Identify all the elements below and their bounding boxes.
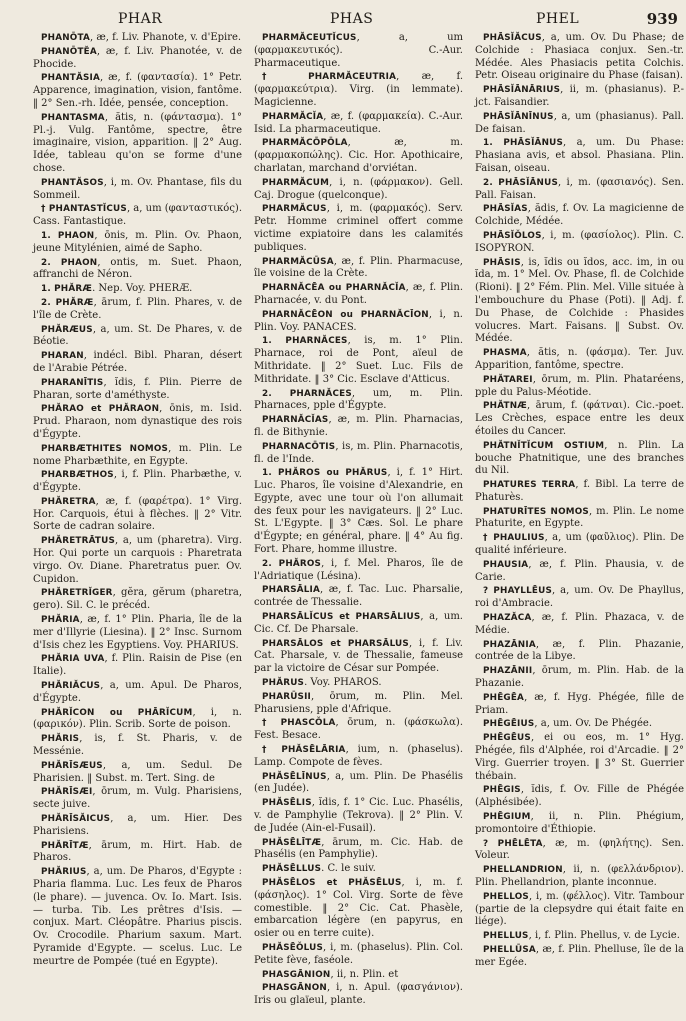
dictionary-entry [254, 611, 463, 637]
entry-definition: , i, n. (φάρμακον). Gell. Caj. Drogue (quelconque). [254, 176, 463, 201]
entry-definition: , æ, f. (φαντασία). 1° Petr. Apparence, imagination, vision, fantôme. ‖ 2° Sen.-rh. Idée, pensée, conception. [33, 72, 242, 109]
entry-definition: , æ, f. (φαρμακεύτρια). Virg. (in lemmate). Magicienne. [254, 71, 463, 108]
entry-headword: 1. PHĂRÆ [41, 284, 93, 295]
entry-definition: , æ, f. Liv. Phanotée, v. de Phocide. [33, 45, 242, 70]
entry-headword: 1. PHAON [41, 230, 95, 241]
entry-definition: , æ, f. Liv. Phanote, v. d'Epire. [89, 32, 242, 43]
dictionary-entry [475, 732, 684, 783]
dictionary-entry [254, 942, 463, 968]
dictionary-entry [254, 467, 463, 557]
entry-headword: PHĂRĪSĂICUS [41, 814, 111, 825]
entry-headword: PHĀSĬĂCUS [483, 33, 542, 43]
entry-headword: PHANŌTA [41, 33, 90, 43]
entry-headword: PHARSĀLIA [262, 585, 321, 596]
entry-definition: , i, n. (φαρικόν). Plin. Scrib. Sorte de poison. [33, 706, 242, 731]
entry-definition: . C. le suiv. [321, 863, 376, 875]
entry-headword: PHĂSĒLIS [262, 798, 312, 809]
entry-headword: PHELLANDRION [483, 865, 563, 876]
entry-definition: , a, um (phasianus). Pall. De faisan. [475, 110, 684, 135]
dictionary-entry [33, 469, 242, 495]
dictionary-entry [475, 257, 684, 347]
entry-headword: PHARAN [41, 351, 84, 362]
dictionary-entry [33, 733, 242, 759]
entry-definition: , i, m. (φαρμακός). Serv. Petr. Homme criminel offert comme victime expiatoire dans les calamités publiques. [254, 203, 463, 253]
column-3 [475, 32, 684, 971]
entry-definition: , æ, f. Plin. Pharnacée, v. du Pont. [254, 282, 464, 306]
dictionary-entry [475, 811, 684, 837]
entry-headword: PHĂRUS [262, 678, 305, 689]
entry-headword: PHĒGIUM [483, 812, 531, 823]
entry-headword: PHĂTNÆ [483, 401, 528, 412]
entry-definition: , a, um. Ov. De Phayllus, roi d'Ambracie. [475, 585, 684, 610]
entry-definition: , a, um. Hier. Des Pharisiens. [33, 813, 242, 837]
dictionary-entry [33, 760, 242, 786]
entry-headword: PHELLŪSA [483, 944, 536, 955]
dictionary-entry [33, 46, 242, 72]
entry-definition: , f. Bibl. La terre de Phaturès. [475, 479, 684, 503]
entry-definition: , ii, n. Plin. Phégium, promontoire d'Éthiopie. [475, 811, 684, 835]
entry-headword: PHARANĪTIS [41, 377, 104, 388]
dictionary-entry [254, 71, 463, 109]
entry-headword: PHELLOS [483, 891, 529, 902]
entry-headword: PHĀSĬŎLOS [483, 230, 542, 241]
entry-headword: PHĂRETRĀTUS [41, 536, 115, 547]
entry-definition: , i, f. Plin. Pharbæthe, v. d'Égypte. [33, 469, 242, 494]
entry-definition: , i, m. (φασίολος). Plin. C. ISOPYRON. [475, 229, 684, 254]
entry-definition: , ōrum, m. Plin. Phataréens, pple du Palus-Méotide. [475, 373, 684, 398]
entry-definition: , i, m. f. (φάσηλος). 1° Col. Virg. Sorte de fève comestible. ‖ 2° Cic. Cat. Phasèle, embarcation légère (en papyrus, en osier ou en terre cuite). [254, 877, 463, 940]
entry-headword: PHARMĂCUS [262, 204, 327, 215]
entry-definition: , a, um (pharetra). Virg. Hor. Qui porte un carquois : Pharetrata virgo. Ov. Diane. Pharetratus puer. Ov. Cupidon. [33, 535, 242, 585]
dictionary-entry [254, 837, 463, 863]
dictionary-entry [254, 797, 463, 835]
entry-definition: , um, m. Plin. Pharnaces, pple d'Égypte. [254, 387, 463, 412]
entry-definition: , a, um. Plin. De Phasélis (en Judée). [254, 770, 463, 795]
entry-headword: 1. PHĀSĬĀNUS [483, 138, 564, 149]
entry-definition: , ii, n. Plin. et [330, 968, 399, 980]
entry-headword: 2. PHĀSĬĀNUS [483, 177, 558, 188]
entry-definition: . Voy. PHAROS. [304, 677, 382, 689]
entry-headword: PHAZĀNIA [483, 639, 536, 650]
entry-definition: , is, ĭdis ou ĭdos, acc. im, in ou ĭda, m. 1° Mel. Ov. Phase, fl. de Colchide (Rioni). ‖ 2° Fém. Plin. Mel. Ville située à l'embouchure du Phase (Poti). ‖ Adj. f. Du Phase, de Colchide : Phasides volucres. Mart. Faisans. ‖ Subst. Ov. Médée. [475, 256, 684, 345]
dictionary-entry [254, 677, 463, 690]
entry-definition: , indécl. Bibl. Pharan, désert de l'Arabie Pétrée. [33, 350, 242, 374]
entry-definition: , ōrum, m. Plin. Hab. de la Phazanie. [475, 665, 684, 690]
dictionary-entry [33, 866, 242, 968]
entry-headword: PHĒGIS [483, 785, 521, 796]
dictionary-entry [254, 388, 463, 414]
entry-definition: , i, m. (φασιανός). Sen. Pall. Faisan. [475, 176, 684, 201]
dictionary-entry [33, 257, 242, 283]
entry-headword: PHARNĂCĒA ou PHARNĂCĬA [262, 283, 406, 294]
entry-definition: , æ, f. Plin. Pharmacuse, île voisine de la Crète. [254, 255, 463, 280]
entry-headword: ? PHAYLLĒUS [483, 586, 553, 597]
entry-headword: PHĂRĬCON ou PHĀRĬCUM [41, 707, 193, 718]
dictionary-entry [254, 969, 463, 982]
entry-headword: PHĂRÆUS [41, 324, 93, 335]
entry-headword: PHANTASMA [41, 112, 105, 123]
entry-headword: PHELLUS [483, 931, 529, 942]
entry-definition: , ārum, m. Hirt. Hab. de Pharos. [33, 839, 242, 864]
entry-definition: , i, m. (phaselus). Plin. Col. Petite fève, faséole. [254, 941, 463, 966]
entry-headword: PHATURES TERRA [483, 480, 576, 491]
entry-headword: 2. PHARNĂCES [262, 388, 352, 399]
dictionary-entry [33, 614, 242, 652]
dictionary-entry [33, 813, 242, 839]
dictionary-entry [33, 177, 242, 203]
entry-definition: , æ, f. Hyg. Phégée, fille de Priam. [475, 691, 684, 716]
entry-headword: 2. PHAON [41, 257, 98, 268]
entry-definition: , a, um. St. De Phares, v. de Béotie. [33, 323, 242, 348]
dictionary-entry [254, 137, 463, 175]
dictionary-entry [254, 558, 463, 584]
dictionary-entry [254, 177, 463, 203]
dictionary-entry [254, 256, 463, 282]
entry-definition: , ei ou eos, m. 1° Hyg. Phégée, fils d'Alphée, roi d'Arcadie. ‖ 2° Virg. Guerrier troyen. ‖ 3° St. Guerrier thébain. [475, 732, 684, 782]
dictionary-entry [33, 72, 242, 110]
entry-definition: , i, f. Plin. Phellus, v. de Lycie. [528, 930, 680, 942]
entry-headword: PHARMĂCEUTĬCUS [262, 33, 357, 43]
entry-headword: PHANTĂSIA [41, 73, 101, 84]
column-1 [33, 32, 242, 970]
entry-headword: PHĒGĒUS [483, 733, 531, 744]
dictionary-entry [475, 203, 684, 229]
entry-definition: , i, m. (φέλλος). Vitr. Tambour (partie de la clepsydre qui était faite en liége). [475, 890, 684, 928]
dictionary-entry [254, 282, 463, 308]
entry-headword: PHARMĂCŪSA [262, 256, 334, 267]
entry-headword: PHANTĂSOS [41, 177, 104, 188]
entry-headword: PHĂRĪSÆI [41, 787, 93, 798]
entry-definition: , ōnis, m. Plin. Ov. Phaon, jeune Mitylénien, aimé de Sapho. [33, 229, 242, 254]
entry-definition: , ōnis, m. Isid. Prud. Pharaon, nom dynastique des rois d'Égypte. [33, 403, 242, 440]
entry-definition: , a, um. Ov. De Phégée. [534, 718, 652, 730]
entry-headword: PHARŪSII [262, 691, 312, 702]
page-number: 939 [646, 10, 678, 28]
entry-headword: ? PHĒLĒTA [483, 838, 543, 849]
entry-definition: , ōrum, m. Plin. Mel. Pharusiens, pple d'Afrique. [254, 690, 463, 715]
entry-definition: , ĭdis, f. Ov. Fille de Phégée (Alphésibée). [475, 784, 684, 809]
dictionary-entry [475, 784, 684, 810]
dictionary-entry [33, 707, 242, 733]
entry-definition: , i, n. Apul. (φασγάνιον). Iris ou glaïeul, plante. [254, 982, 463, 1007]
entry-definition: , i, f. Mel. Pharos, île de l'Adriatique (Lésina). [254, 557, 464, 582]
dictionary-entry [475, 838, 684, 864]
entry-definition: , n. Plin. La bouche Phatnitique, une des branches du Nil. [475, 439, 684, 477]
dictionary-entry [33, 786, 242, 812]
entry-definition: , a, um. Du Phase: Phasiana avis, et absol. Phasiana. Plin. Faisan, oiseau. [475, 137, 684, 174]
entry-definition: , ārum, f. (φάτναι). Cic.-poet. Les Crèches, espace entre les deux étoiles du Cancer. [475, 400, 684, 437]
entry-definition: , ătis, n. (φάντασμα). 1° Pl.-j. Vulg. Fantôme, spectre, être imaginaire, vision, apparition. ‖ 2° Aug. Idée, tableau qu'on se forme d'une chose. [33, 111, 242, 174]
dictionary-entry [254, 744, 463, 770]
entry-headword: PHAZĀNII [483, 666, 533, 677]
entry-definition: , ĭdis, f. 1° Cic. Luc. Phasélis, v. de Pamphylie (Tekrova). ‖ 2° Plin. V. de Judée (Ain-el-Fusail). [254, 797, 463, 834]
dictionary-entry [475, 559, 684, 585]
dictionary-entry [254, 863, 463, 876]
entry-headword: PHAZĂCA [483, 613, 532, 624]
entry-definition: , æ, f. (φαρέτρα). 1° Virg. Hor. Carquois, étui à flèches. ‖ 2° Vitr. Sorte de cadran solaire. [33, 495, 242, 533]
dictionary-entry [33, 443, 242, 469]
entry-headword: PHANŌTĔA [41, 46, 97, 57]
dictionary-entry [254, 584, 463, 610]
entry-headword: PHARNACŌTIS [262, 441, 336, 452]
dictionary-entry [475, 347, 684, 373]
entry-definition: , ĭdis, f. Plin. Pierre de Pharan, sorte d'améthyste. [33, 376, 242, 401]
running-head-center: PHAS [330, 11, 374, 27]
dictionary-entry [254, 32, 463, 70]
dictionary-entry [475, 506, 684, 532]
dictionary-entry [33, 496, 242, 534]
dictionary-entry [33, 32, 242, 45]
entry-headword: PHĂSĒŎLUS [262, 942, 324, 953]
dictionary-entry [475, 585, 684, 611]
dictionary-entry [33, 587, 242, 613]
entry-definition: , ārum, f. Plin. Phares, v. de l'île de Crète. [33, 296, 242, 321]
dictionary-entry [475, 177, 684, 203]
entry-definition: , æ, f. Plin. Phausia, v. de Carie. [475, 558, 684, 583]
dictionary-entry [475, 479, 684, 505]
entry-headword: 1. PHĂROS ou PHĂRUS [262, 468, 388, 479]
entry-headword: PHARMĂCUM [262, 177, 330, 188]
entry-definition: , æ, f. Tac. Luc. Pharsalie, contrée de Thessalie. [254, 584, 463, 609]
entry-definition: , a, um. Ov. Du Phase; de Colchide : Phasiaca conjux. Sen.-tr. Médée. Ales Phasiacis petita Colchis. Petr. Oiseau originaire du Phase (faisan). [475, 32, 684, 82]
entry-headword: † PHARMĂCEUTRIA [262, 72, 397, 83]
dictionary-entry [254, 203, 463, 254]
entry-headword: PHĂTNĬTĬCUM OSTIUM [483, 440, 605, 451]
dictionary-entry [475, 137, 684, 175]
column-2 [254, 32, 463, 1009]
dictionary-entry [33, 653, 242, 679]
entry-headword: PHĂSĒLĪTÆ [262, 837, 322, 848]
dictionary-entry [254, 335, 463, 386]
entry-definition: . Nep. Voy. PHERÆ. [92, 283, 193, 295]
entry-definition: , æ, f. Plin. Phelluse, île de la mer Egée. [475, 943, 684, 968]
entry-headword: PHĂRĪSÆUS [41, 760, 103, 771]
dictionary-entry [475, 230, 684, 256]
entry-headword: PHARSĀLOS et PHARSĀLUS [262, 638, 409, 649]
dictionary-entry [254, 309, 463, 335]
entry-definition: , i, f. Liv. Cat. Pharsale, v. de Thessalie, fameuse par la victoire de César sur Pompée. [254, 637, 463, 675]
dictionary-entry [33, 535, 242, 586]
entry-headword: 2. PHĂROS [262, 558, 322, 569]
entry-definition: , ii, m. (phasianus). P.-jct. Faisandier. [475, 84, 684, 108]
entry-headword: PHĂRIĂCUS [41, 681, 101, 692]
dictionary-entry [475, 639, 684, 665]
entry-definition: , is, m. 1° Plin. Pharnace, roi de Pont, aïeul de Mithridate. ‖ 2° Suet. Luc. Fils de Mithridate. ‖ 3° Cic. Esclave d'Atticus. [254, 335, 464, 385]
dictionary-entry [254, 982, 463, 1008]
entry-definition: , ătis, n. (φάσμα). Ter. Juv. Apparition, fantôme, spectre. [475, 347, 684, 371]
dictionary-entry [254, 771, 463, 797]
dictionary-entry [33, 297, 242, 323]
entry-headword: 2. PHĂRÆ [41, 297, 94, 308]
dictionary-entry [475, 84, 684, 110]
entry-headword: † PHANTASTĬCUS [41, 204, 127, 215]
dictionary-entry [475, 374, 684, 400]
entry-headword: PHARBÆTHITES NOMOS [41, 443, 169, 454]
dictionary-entry [33, 230, 242, 256]
entry-definition: , æ, f. Plin. Phazaca, v. de Médie. [475, 612, 684, 636]
entry-headword: PHĒGĒIUS [483, 719, 535, 730]
entry-headword: PHĂRIA UVA [41, 654, 105, 665]
entry-headword: PHĂRIS [41, 734, 80, 745]
entry-headword: PHĂRIA [41, 615, 80, 626]
dictionary-entry [475, 692, 684, 718]
entry-definition: , m. Plin. Le nome Pharbæthite, en Egypte. [33, 442, 242, 467]
entry-headword: † PHĂSĒLĀRIA [262, 745, 346, 756]
entry-definition: , ii, n. (φελλάνδριον). Plin. Phellandrion, plante inconnue. [475, 864, 684, 888]
dictionary-entry [254, 691, 463, 717]
dictionary-entry [475, 400, 684, 438]
running-head-left: PHAR [118, 11, 163, 27]
dictionary-entry [254, 877, 463, 941]
dictionary-entry [475, 612, 684, 638]
dictionary-entry [475, 718, 684, 731]
entry-headword: PHĂRETRĬGER [41, 588, 113, 599]
dictionary-entry [475, 440, 684, 478]
dictionary-entry [33, 377, 242, 403]
dictionary-entry [475, 665, 684, 691]
entry-headword: PHARMĂCĬA [262, 111, 324, 122]
dictionary-entry [33, 403, 242, 441]
entry-headword: 1. PHARNĂCES [262, 336, 348, 347]
entry-definition: , ădis, f. Ov. La magicienne de Colchide, Médée. [475, 203, 684, 228]
entry-headword: PHASMA [483, 348, 527, 359]
entry-headword: PHARNĂCĬAS [262, 415, 329, 426]
entry-definition: , æ, m. (φηλήτης). Sen. Voleur. [475, 837, 685, 862]
entry-definition: , æ, m. Plin. Pharnacias, fl. de Bithynie. [254, 414, 463, 438]
dictionary-entry [33, 203, 242, 229]
dictionary-entry [475, 32, 684, 83]
entry-definition: , ārum, m. Cic. Hab. de Phasélis (en Pamphylie). [254, 836, 463, 861]
entry-definition: , a, um. Apul. De Pharos, d'Égypte. [33, 680, 242, 704]
dictionary-entry [475, 532, 684, 558]
entry-definition: , a, um. Cic. Cf. De Pharsale. [254, 611, 463, 635]
dictionary-entry [254, 638, 463, 676]
entry-definition: , gĕra, gĕrum (pharetra, gero). Sil. C. le précéd. [33, 587, 242, 612]
entry-headword: PHĂTAREI [483, 374, 533, 385]
entry-definition: , a, um (φαῦλιος). Plin. De qualité inférieure. [475, 532, 685, 557]
entry-headword: PHĀSĬĀNĀRIUS [483, 85, 561, 96]
entry-headword: PHĂRETRA [41, 496, 96, 507]
entry-headword: PHASGĀNION [262, 969, 331, 980]
entry-headword: PHĀSĬAS [483, 204, 528, 215]
entry-definition: , æ, f. (φαρμακεία). C.-Aur. Isid. La pharmaceutique. [254, 110, 463, 135]
entry-headword: PHARNĂCĒON ou PHARNĂCĪON [262, 309, 429, 320]
dictionary-entry [475, 944, 684, 970]
dictionary-entry [254, 111, 463, 137]
dictionary-entry [475, 864, 684, 890]
entry-definition: , ōrum, n. (φάσκωλα). Fest. Besace. [254, 717, 464, 742]
entry-headword: PHĂRAO et PHĂRAON [41, 404, 160, 415]
dictionary-entry [254, 414, 463, 440]
entry-headword: PHARSĀLĬCUS et PHARSĀLIUS [262, 612, 421, 623]
running-head-right: PHEL [536, 11, 580, 27]
dictionary-entry [475, 930, 684, 943]
entry-definition: , a, um. Sedul. De Pharisien. ‖ Subst. m. Tert. Sing. de [33, 759, 242, 784]
entry-headword: † PHASCŎLA [262, 718, 336, 729]
entry-definition: , i, m. Ov. Phantase, fils du Sommeil. [33, 176, 242, 201]
entry-headword: PHĂSĒLOS et PHĂSĒLUS [262, 878, 402, 888]
entry-headword: PHĀSĬĀNĪNUS [483, 111, 554, 122]
entry-definition: , a, um (φανταστικός). Cass. Fantastique. [33, 203, 242, 228]
entry-definition: , is, f. St. Pharis, v. de Messénie. [33, 733, 242, 758]
entry-headword: PHARBÆTHOS [41, 470, 114, 481]
entry-headword: PHĂRIUS [41, 867, 87, 878]
entry-definition: , i, n. Plin. Voy. PANACES. [254, 308, 463, 333]
entry-headword: PHASGĀNON [262, 983, 327, 994]
entry-headword: PHATURĪTES NOMOS [483, 506, 589, 517]
dictionary-entry [475, 891, 684, 929]
dictionary-entry [33, 283, 242, 296]
entry-definition: , æ, f. 1° Plin. Pharia, île de la mer d'Illyrie (Liesina). ‖ 2° Insc. Surnom d'Isis chez les Egyptiens. Voy. PHARIUS. [33, 614, 242, 651]
dictionary-entry [33, 680, 242, 706]
entry-definition: , f. Plin. Raisin de Pise (en Italie). [33, 653, 243, 678]
entry-headword: PHĀSIS [483, 257, 521, 268]
entry-headword: PHĂSĒLĪNUS [262, 771, 327, 782]
entry-definition: , ōrum, m. Vulg. Pharisiens, secte juive. [33, 786, 242, 811]
entry-definition: , æ, f. Plin. Phazanie, contrée de la Libye. [475, 638, 684, 663]
entry-definition: , ium, n. (phaselus). Lamp. Compote de fèves. [254, 744, 463, 768]
dictionary-entry [33, 324, 242, 350]
dictionary-entry [254, 441, 463, 467]
entry-headword: PHĒGĒA [483, 692, 525, 703]
entry-headword: † PHAULIUS [483, 533, 545, 544]
entry-definition: , a, um. De Pharos, d'Egypte : Pharia flamma. Luc. Les feux de Pharos (le phare). — juvenca. Ov. Io. Mart. Isis. — turba. Tib. Les prêtres d'Isis. — conjux. Mart. Cléopâtre. Pharius piscis. Ov. Crocodile. Pharium saxum. Mart. Pyramide d'Egypte. — scelus. Luc. Le meurtre de Pompée (tué en Egypte). [33, 866, 242, 967]
entry-definition: , is, m. Plin. Pharnacotis, fl. de l'Inde. [254, 440, 463, 465]
entry-definition: , a, um (φαρμακευτικός). C.-Aur. Pharmaceutique. [254, 32, 463, 69]
entry-definition: , æ, m. (φαρμακοπώλης). Cic. Hor. Apothicaire, charlatan, marchand d'orviétan. [254, 137, 463, 174]
entry-headword: PHARMĂCŌPŌLA [262, 138, 348, 149]
entry-headword: PHĂSĒLLUS [262, 864, 322, 875]
entry-headword: PHĂRĪTÆ [41, 840, 89, 851]
dictionary-entry [254, 717, 463, 743]
dictionary-entry [33, 840, 242, 866]
entry-definition: , i, f. 1° Hirt. Luc. Pharos, île voisine d'Alexandrie, en Egypte, avec une tour où l'on allumait des feux pour les navigateurs. ‖ 2° Luc. St. L'Egypte. ‖ 3° Cæs. Sol. Le phare d'Égypte; en général, phare. ‖ 4° Au fig. Fort. Phare, homme illustre. [254, 467, 463, 556]
dictionary-entry [33, 350, 242, 376]
entry-headword: PHAUSIA [483, 559, 529, 570]
dictionary-entry [475, 111, 684, 137]
entry-definition: , ontis, m. Suet. Phaon, affranchi de Néron. [33, 256, 242, 281]
dictionary-entry [33, 112, 242, 176]
entry-definition: , m. Plin. Le nome Phaturite, en Egypte. [475, 505, 684, 530]
